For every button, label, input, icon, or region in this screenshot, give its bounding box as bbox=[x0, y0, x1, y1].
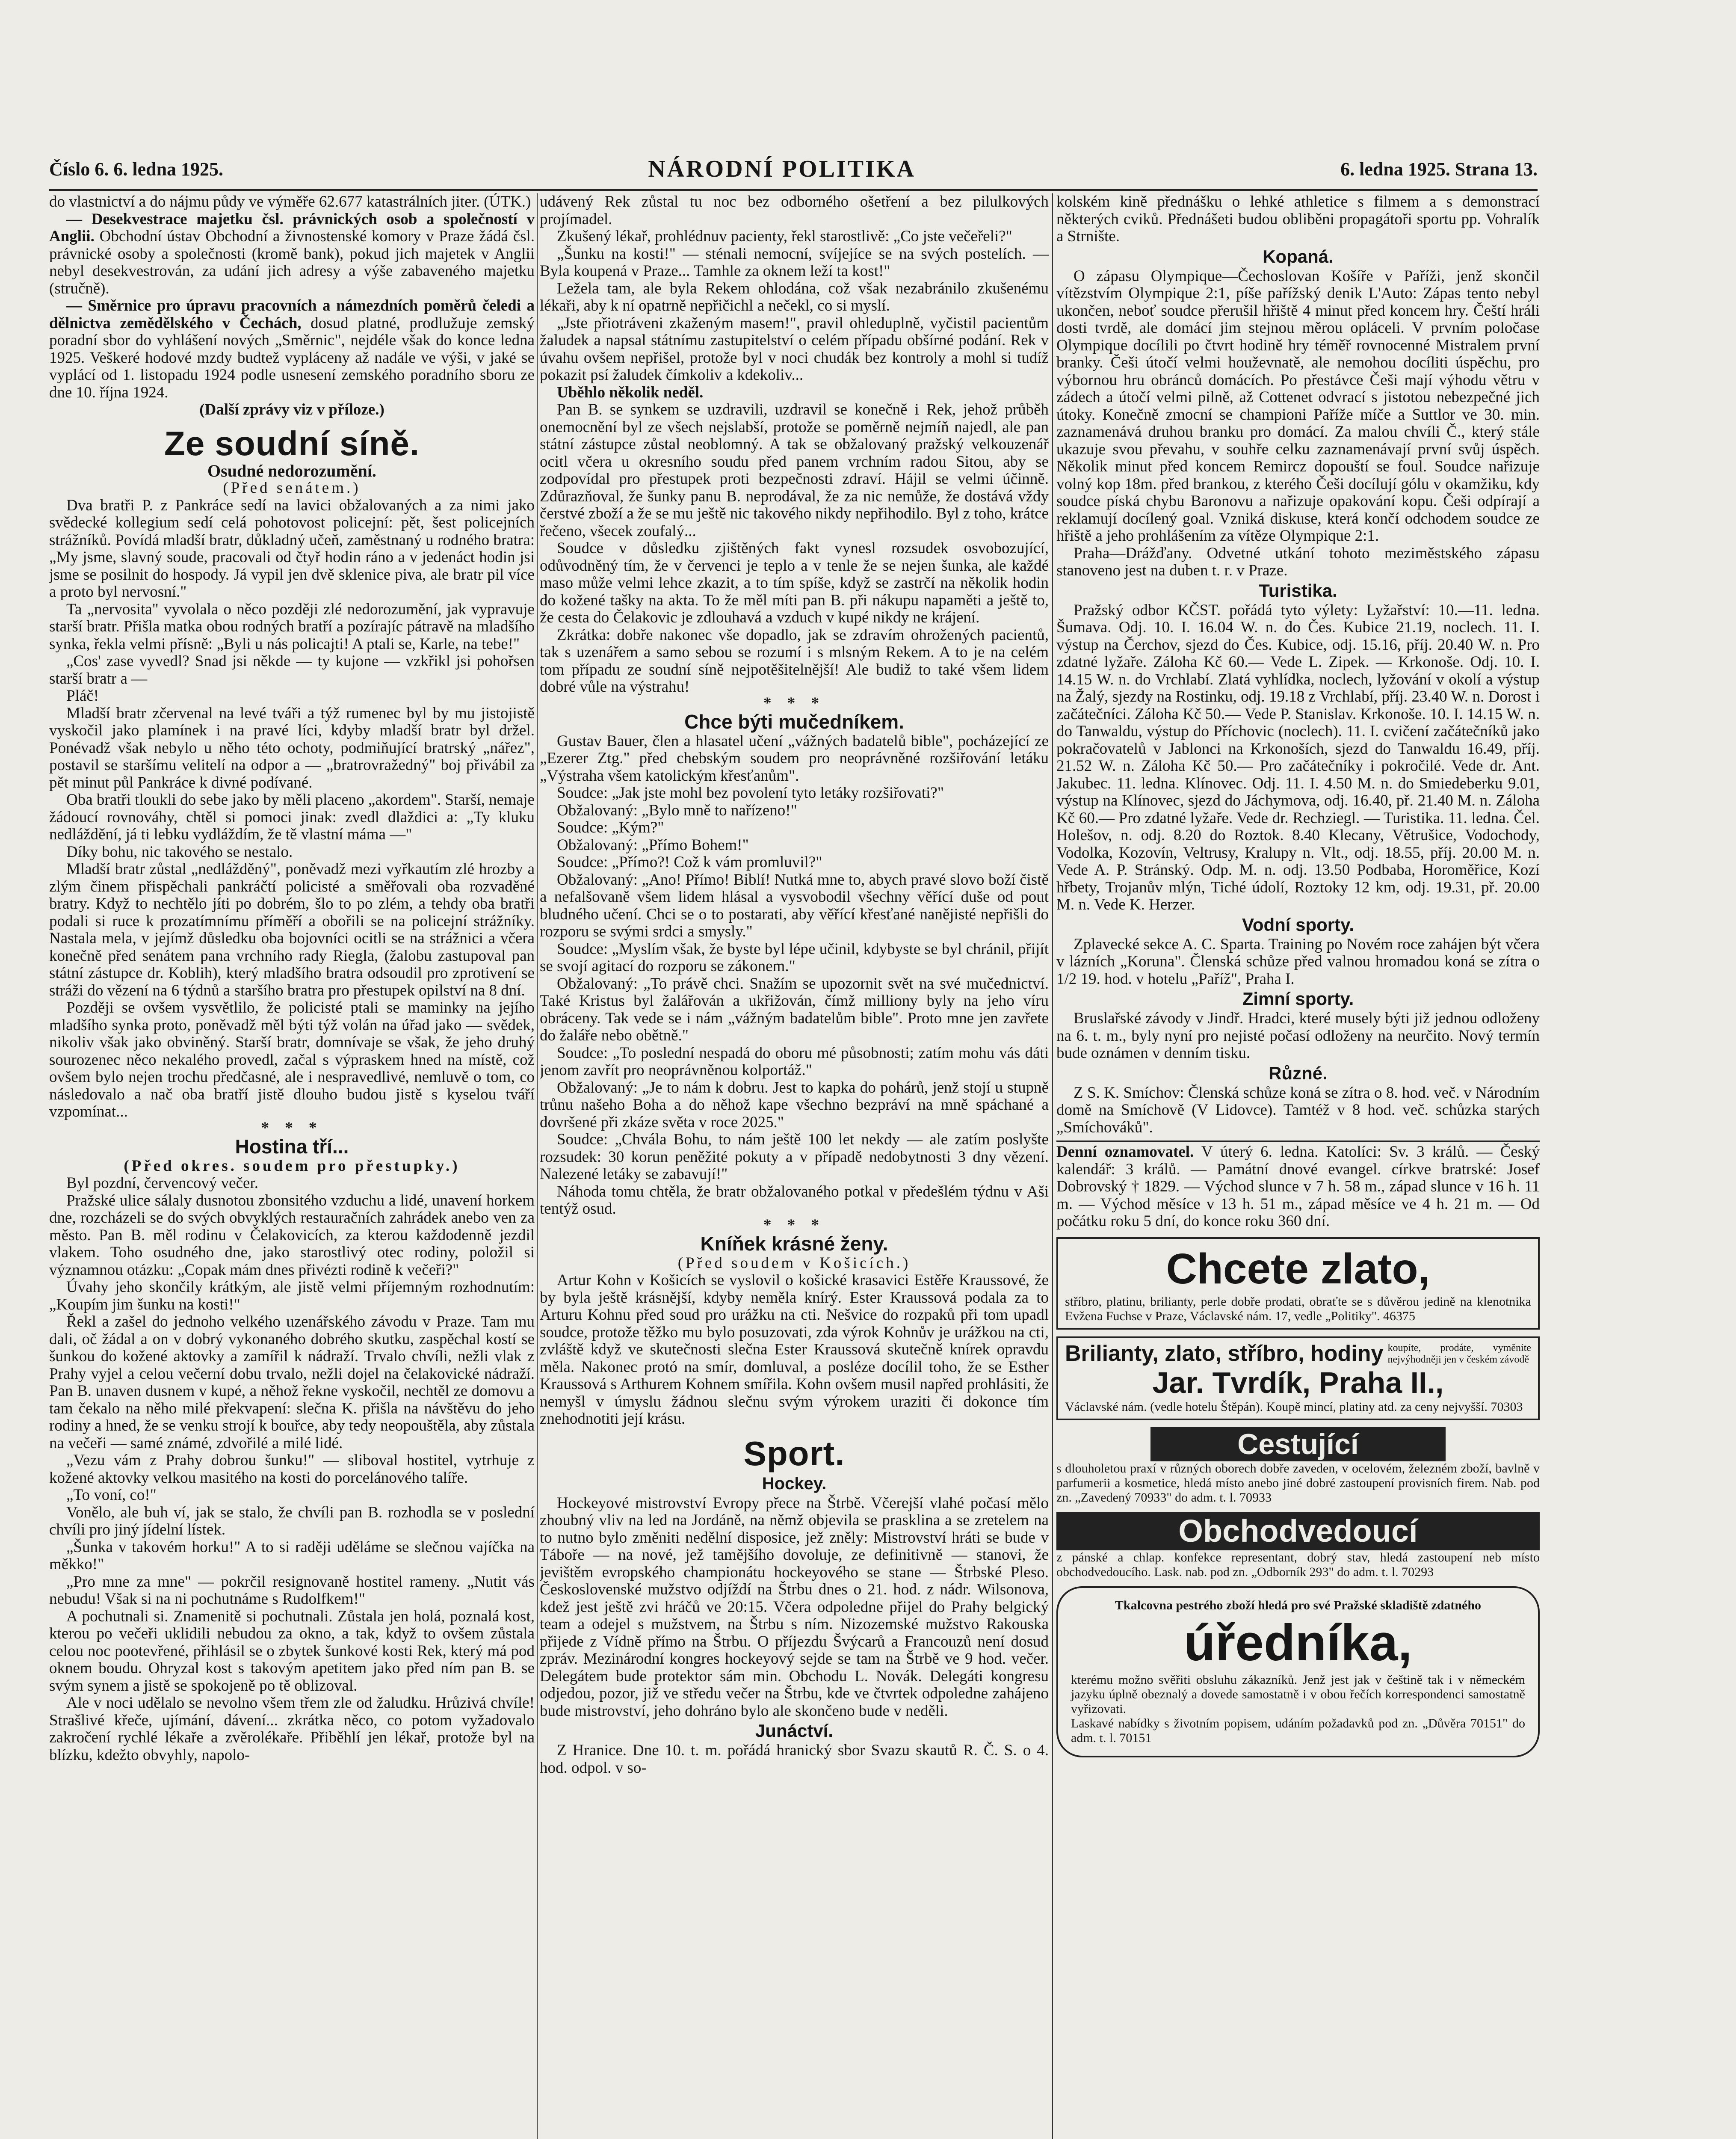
paragraph: Soudce: „Chvála Bohu, to nám ještě 100 let nekdy — ale zatím poslyšte rozsudek: 30 korun peněžité pokuty a v případě nedobytnosti 3 dny vězení. Nalezené letáky se zabavují!" bbox=[540, 1131, 1049, 1183]
column-separator bbox=[1052, 193, 1053, 2139]
ad-title: Obchodvedoucí bbox=[1056, 1512, 1540, 1550]
column-1 bbox=[49, 193, 535, 2139]
paragraph: Praha—Drážďany. Odvetné utkání tohoto meziměstského zápasu stanoveno jest na duben t. r. v Praze. bbox=[1056, 544, 1540, 579]
paragraph-text: dosud platné, prodlužuje zemský poradní sbor do vyhlášení nových „Směrnic", nejdéle však do konce ledna 1925. Veškeré hodové mzdy budtež vypláceny až nadále ve výši, v jaké se vyplácí od 1. listopadu 1924 podle usnesení zemského poradního sboru ze dne 10. října 1924. bbox=[49, 314, 535, 401]
header-rule bbox=[49, 189, 1538, 191]
paragraph: Byl pozdní, červencový večer. bbox=[66, 1174, 258, 1192]
masthead: NÁRODNÍ POLITIKA bbox=[648, 156, 916, 182]
ad-title: Cestující bbox=[1150, 1427, 1446, 1461]
paragraph: Ale v noci udělalo se nevolno všem třem zle od žaludku. Hrůzivá chvíle! Strašlivé křeče, ujímání, dávení... zkrátka něco, co potom vyžadovalo zakročení rychlé lékaře a zvěrolékaře. Přiběhlí jen lékař, protože byl na blízku, kdežto obvyhly, napolo- bbox=[49, 1694, 535, 1764]
paragraph-heading: Denní oznamovatel. bbox=[1056, 1143, 1194, 1161]
paragraph: Z S. K. Smíchov: Členská schůze koná se zítra o 8. hod. več. v Národním domě na Smíchově (V Lidovce). Tamtéž v 8 hod. več. schůzka starých „Smíchováků". bbox=[1056, 1084, 1540, 1136]
paragraph: udávený Rek zůstal tu noc bez odborného ošetření a bez pilulkových projímadel. bbox=[540, 193, 1049, 228]
more-news-note: (Další zprávy viz v příloze.) bbox=[199, 401, 384, 418]
paragraph-heading: — Směrnice pro úpravu pracovních a námezdních poměrů čeledi a dělnictva zemědělského v Čechách, bbox=[49, 297, 535, 332]
paragraph bbox=[49, 297, 535, 401]
paragraph: Z Hranice. Dne 10. t. m. pořádá hranický sbor Svazu skautů R. Č. S. o 4. hod. odpol. v so- bbox=[540, 1742, 1049, 1777]
ad-text: Václavské nám. (vedle hotelu Štěpán). Koupě mincí, platiny atd. za ceny nejvyšší. 70303 bbox=[1065, 1399, 1523, 1414]
paragraph-text: Obchodní ústav Obchodní a živnostenské komory v Praze žádá čsl. právnické osoby a společnosti (kromě bank), pokud jich majetek v Anglii nebyl desekvestrován, za udání jich adresy a výše zabaveného majetku (stručně). bbox=[49, 228, 535, 297]
paragraph: „To voní, co!" bbox=[66, 1486, 157, 1504]
separator-stars: * * * bbox=[261, 1119, 323, 1137]
paragraph: Hockeyové mistrovství Evropy přece na Štrbě. Včerejší vlahé počasí mělo zhoubný vliv na led na Jordáně, na němž objevila se prasklina a se zretelem na to nutno bylo změniti nedělní disposice, jež zněly: Mistrovství hráti se bude v Táboře — na nové, jež tamějšího dovoluje, ze definitivně — stanovi, že jevištěm evropského championátu hockeyového se stane — Štrbské Pleso. Československé mužstvo odjíždí na Štrbu dnes o 21. hod. z nádr. Wilsonova, kdež jest ještě zvi hráčů ve 20:15. Včera odpoledne přijel do Prahy belgický team a odejel s mužstvem, na Štrbu s ním. Nizozemské mužstvo Rakouska přijede z Vídně přímo na Štrbu. O příjezdu Švýcarů a Francouzů není dosud zpráv. Mezinárodní kongres hockeyový sejde se tam na Štrbě ve 9 hod. večer. Delegátem bude protektor sám min. Obchodu L. Novák. Delegáti kongresu odjedou, pozor, již ve středu večer na Štrbu, kde ve čtvrtek odpoledne zahájeno bude mistrovství, jeho dohráno bylo ale skončeno bude v neděli. bbox=[540, 1494, 1049, 1720]
paragraph: Obžalovaný: „Bylo mně to nařízeno!" bbox=[557, 801, 797, 819]
advertisement bbox=[1056, 1586, 1540, 1757]
paragraph: Uběhlo několik neděl. bbox=[557, 383, 704, 401]
paragraph: „Vezu vám z Prahy dobrou šunku!" — sliboval hostitel, vytrhuje z kožené aktovky velkou masitého na kosti do porcelánového talíře. bbox=[49, 1452, 535, 1487]
paragraph: Soudce v důsledku zjištěných fakt vynesl rozsudek osvobozující, odůvodněný tím, že v červenci je teplo a v tenle že se nejen šunka, ale každé maso může velmi lehce zkazit, a to tím spíše, když se zastrčí na několik hodin do kožené tašky na akta. To že měl míti pan B. při nákupu napaměti a ještě to, že cesta do Čelakovic je zdlouhavá a vzduch v kupé nikdy ne krájení. bbox=[540, 539, 1049, 626]
paragraph: Zkušený lékař, prohlédnuv pacienty, řekl starostlivě: „Co jste večeřeli?" bbox=[557, 228, 1012, 245]
ad-title: Chcete zlato, bbox=[1166, 1244, 1430, 1293]
paragraph: Později se ovšem vysvětlilo, že policisté ptali se maminky na jejího mladšího synka proto, poněvadž měl býti týž volán na úřad jako — svědek, nikoliv však jako obviněný. Starší bratr, domnívaje se však, že jeho druhý sourozenec něco nekalého provedl, začal s výpraskem hned na místě, což ovšem bylo nejen trochu předčasné, ale i nespravedlivé, nemluvě o tom, co následovalo a nač oba bratří jistě dlouho budou jistě s kyselou tváří vzpomínat... bbox=[49, 999, 535, 1120]
column-separator bbox=[537, 193, 538, 2139]
section-subtitle: Hockey. bbox=[762, 1474, 827, 1493]
paragraph: Ta „nervosita" vyvolala o něco později zlé nedorozumění, jak vypravuje starší bratr. Přišla matka obou rodných bratří a pozírajíc pátravě na mladšího synka, řekla velmi přísně: „Byli u nás policajti! A ptali se, Karle, na tebe!" bbox=[49, 600, 535, 653]
article-title: Osudné nedorozumění. bbox=[207, 461, 376, 480]
paragraph: Pražské ulice sálaly dusnotou zbonsitého vzduchu a lidé, unavení horkem dne, rozcházeli se do svých obvyklých restauračních zahrádek anebo ven za město. Pan B. měl rodinu v Čelakovicích, za kterou každodenně jezdil vlakem. Toho osudného dne, jako starostlivý otec rodiny, položil si významnou otázku: „Copak mám dnes přivézti rodině k večeři?" bbox=[49, 1191, 535, 1279]
paragraph: Soudce: „Jak jste mohl bez povolení tyto letáky rozšiřovati?" bbox=[557, 784, 944, 802]
section-subtitle: Různé. bbox=[1269, 1063, 1328, 1083]
paragraph: Zplavecké sekce A. C. Sparta. Training po Novém roce zahájen být včera v lázních „Koruna". Členská schůze před valnou hromadou koná se zítra o 1/2 19. hod. v hotelu „Paříž", Praha I. bbox=[1056, 935, 1540, 988]
section-title: Ze soudní síně. bbox=[164, 424, 420, 462]
paragraph: Díky bohu, nic takového se nestalo. bbox=[66, 843, 293, 861]
paragraph: Artur Kohn v Košicích se vyslovil o košické krasavici Estěře Kraussové, že by byla ještě krásnější, kdyby neměla knírý. Ester Kraussová podala za to Arturu Kohnu před soud pro urážku na cti. Nešvice do rozpaků při tom upadl soudce, protože těžko mu bylo posuzovati, zda výrok Kohnův je urážkou na cti, zvláště když ve skutečnosti slečna Ester Kraussová skutečně knírek opravdu měla. Nakonec protó na smír, domluval, a posléze docílil toho, že se Esther Kraussová s Arthurem Kohnem smířila. Kohn ovšem musil napřed prohlásiti, že nemyšl v úmyslu žádnou slečnu svým výrokem uraziti či dokonce tím znehodnotiti její krásu. bbox=[540, 1271, 1049, 1428]
paragraph bbox=[1056, 1144, 1540, 1230]
separator-stars: * * * bbox=[763, 1216, 825, 1234]
paragraph: Soudce: „Myslím však, že byste byl lépe učinil, kdybyste se byl chránil, přijít se svojí agitací do rozporu se zákonem." bbox=[540, 940, 1049, 975]
paragraph: Zkrátka: dobře nakonec vše dopadlo, jak se zdravím ohrožených pacientů, tak s uzenářem a samo sebou se rozumí i s mlsným Rekem. A to je na celém tom případu ze soudní síně nejpotěšitelnější! Ale budiž to také všem lidem dobré vůle na výstrahu! bbox=[540, 626, 1049, 696]
paragraph: Obžalovaný: „Je to nám k dobru. Jest to kapka do pohárů, jenž stojí u stupně trůnu našeho Boha a do něhož kape všechno bezpráví na mně spáchané a dovršené při zkáze světa v roce 2025." bbox=[540, 1078, 1049, 1131]
court-label: (Před senátem.) bbox=[223, 479, 361, 497]
paragraph: Pláč! bbox=[66, 687, 99, 705]
section-subtitle: Vodní sporty. bbox=[1242, 914, 1354, 935]
ad-text: kterému možno svěřiti obsluhu zákazníků. Jenž jest jak v češtině tak i v německém jazyku úplně obeznalý a dovede samostatně i v obou řečích korrespondenci samostatně vyřizovati. bbox=[1071, 1672, 1525, 1716]
paragraph: „Jste přiotráveni zkaženým masem!", pravil ohleduplně, vyčistil pacientům žaludek a napsal státnímu zastupitelství o celém případu obšírné podání. Rek v úvahu ovšem nepřišel, protože byl v noci chudák bez kontroly a mohl si tudíž pokazit psí žaludek čímkoliv a kdekoliv... bbox=[540, 314, 1049, 384]
paragraph: Řekl a zašel do jednoho velkého uzenářského závodu v Praze. Tam mu dali, oč žádal a on v dobrý vykonaného dobrého skutku, zaspěchal kostí se šunkou do kožené aktovky a zamířil k nádraží. Trvalo chvíli, nežli vlak z Prahy vyjel a celou večerní dobu trvalo, nežli dojel na čelakovické nádraží. Pan B. unaven dusnem v kupé, a něhož řekne vyskočil, nechtěl ze domovu a tam čekalo na něho milé překvapení: slečna K. přišla na návštěvu do jeho rodiny a hned, že se venku strojí k bouřce, aby tedy neopouštěla, aby zůstala na večeři — samé známé, zdvořilé a milé lidé. bbox=[49, 1313, 535, 1452]
paragraph: Mladší bratr zůstal „nedlážděný", poněvadž mezi vyřkautím zlé hrozby a zlým činem přispěchali pankráčtí policisté a směřovali oba rozvaděné bratry. Když to nechtělo jíti po dobrém, šlo to po zlém, a tehdy oba bratři podali si ruce k prozatímnímu příměří a obořili se na policejní strážníky. Nastala mela, v jejímž důsledku oba bojovníci ocitli se na strážnici a včera konečně před senátem pana vrchního rady Riegla, (žalobu zastupoval pan státní zástupce dr. Koblih), který mladšího bratra odsoudil pro zprotivení se stráži do vězení na 6 týdnů a staršího bratra pro přestupek opilství na 8 dní. bbox=[49, 860, 535, 999]
ad-title: Jar. Tvrdík, Praha II., bbox=[1152, 1366, 1444, 1399]
paragraph: Gustav Bauer, člen a hlasatel učení „vážných badatelů bible", pocházející ze „Ezerer Ztg." před chebským soudem pro neoprávněné rozšiřování letáku „Výstraha všem katolickým křesťanům". bbox=[540, 732, 1049, 785]
section-subtitle: Zimní sporty. bbox=[1242, 989, 1354, 1009]
paragraph: Pan B. se synkem se uzdravili, uzdravil se konečně i Rek, jehož průběh onemocnění byl ze všech nejslabší, protože se poměrně nejmíň najedl, ale pan státní zástupce zůstal neoblomný. A tak se obžalovaný pražský velkouzenář ocitl včera u okresního soudu před panem vrchním radou Sitou, aby se zodpovídal pro přestupek proti bezpečnosti zdraví. Hájil se velmi účinně. Zdůrazňoval, že šunky panu B. neprodával, že za nic nemůže, že dostává vždy čerstvé zboží a že se mu ještě nic takového nikdy nepřihodilo. Byl z toho, krátce řečeno, všecek zoufalý... bbox=[540, 401, 1049, 540]
paragraph: Pražský odbor KČST. pořádá tyto výlety: Lyžařství: 10.—11. ledna. Šumava. Odj. 10. I. 16.04 W. n. do Čes. Kubice 21.19, noclech. 11. I. výstup na Čerchov, sjezd do Čes. Kubice, odj. 15.16, příj. 20.40 W. n. Pro zdatné lyžaře. Záloha Kč 60.— Vede L. Zipek. — Krkonoše. Odj. 10. I. 14.15 W. n. do Vrchlabí. Zlatá vyhlídka, noclech, lyžování v okolí a výstup na Žalý, sjezdy na Rostinku, odj. 19.18 z Vrchlabí, příj. 23.40 W. n. Dorost i začátečníci. Záloha Kč 50.— Vede P. Stanislav. Krkonoše. 10. I. 14.15 W. n. do Tanwaldu, výstup do Příchovic (noclech). 11. I. cvičení začátečníků jako pokračovatelů v Jablonci na Krkonoších, sjezd do Tanwaldu 16.49, příj. 21.52 W. n. Záloha Kč 50.— Pro začátečníky i pokročilé. Vede dr. Ant. Jakubec. 11. ledna. Klínovec. Odj. 11. I. 4.50 M. n. do Smiedeberku 9.01, výstup na Klínovec, sjezd do Jáchymova, odj. 16.40, př. 21.40 M. n. Záloha Kč 60.— Pro zdatné lyžaře. Vede dr. Rechziegl. — Turistika. 11. ledna. Čel. Holešov, n. odj. 8.20 do Roztok. 8.40 Klecany, Větrušice, Vodochody, Vodolka, Kozovín, Veltrusy, Kralupy n. Vlt., odj. 18.55, příj. 20.00 M. n. Vede A. P. Stránský. Odp. M. n. odj. 13.50 Podbaba, Horoměřice, Kozí hřbety, Trojanův mlýn, Tiché údolí, Roztoky 12 km, odj. 19.31, př. 20.00 M. n. Vede K. Herzer. bbox=[1056, 601, 1540, 913]
paragraph: Obžalovaný: „To právě chci. Snažím se upozornit svět na své mučednictví. Také Kristus byl žalářován a ukřižován, čímž milliony byly na jeho víru obráceny. Tak vede se i nám „vážným badatelům bible". Proto mne jen zavřete do žaláře nebo obětně." bbox=[540, 975, 1049, 1044]
ad-text: koupíte, prodáte, vyměníte nejvýhodněji jen v českém závodě bbox=[1387, 1342, 1531, 1365]
ad-text: stříbro, platinu, brilianty, perle dobře prodati, obraťte se s důvěrou jedině na klenotnika Evžena Fuchse v Praze, Václavské nám. 17, vedle „Politiky". 46375 bbox=[1065, 1294, 1531, 1323]
paragraph: „Šunka v takovém horku!" A to si raději uděláme se slečnou vajíčka na měkko!" bbox=[49, 1538, 535, 1573]
paragraph: Obžalovaný: „Ano! Přímo! Biblí! Nutká mne to, abych pravé slovo boží čistě a nefalšovaně všem lidem hlásal a vysvobodil všechny věřící duše od pout bludného učení. Chci se o to postarati, aby věřící křesťané nanějisté nepřišli do rozporu se svými srdci a smysly." bbox=[540, 871, 1049, 940]
section-subtitle: Junáctví. bbox=[755, 1721, 834, 1741]
advertisement bbox=[1056, 1512, 1540, 1579]
advertisement bbox=[1056, 1237, 1540, 1330]
paragraph-heading: — Desekvestrace majetku čsl. právnických osob a společností v Anglii. bbox=[49, 210, 535, 245]
paragraph: „Pro mne za mne" — pokrčil resignovaně hostitel rameny. „Nutit vás nebudu! Však si na ni pochutnáme s Rudolfkem!" bbox=[49, 1573, 535, 1608]
paragraph: A pochutnali si. Znamenitě si pochutnali. Zůstala jen holá, poznalá kost, kterou po večeři uklidili nebudou za okno, a tak, když to ovšem zůstala celou noc pootevřené, přihlásil se o zbytek šunkové kosti Rek, který má pod oknem boudu. Ohryzal kost s takovým apetitem jako před ním pan B. se svým synem a jistě se spokojeně po tě oblizoval. bbox=[49, 1607, 535, 1695]
paragraph: Soudce: „Kým?" bbox=[557, 819, 664, 836]
paragraph: Obžalovaný: „Přímo Bohem!" bbox=[557, 836, 749, 854]
paragraph: Ležela tam, ale byla Rekem ohlodána, což však nezabránilo zkušenému lékaři, aby k ní opatrně nepřičichl a nečekl, co si myslí. bbox=[540, 279, 1049, 314]
paragraph: O zápasu Olympique—Čechoslovan Košíře v Paříži, jenž skončil vítězstvím Olympique 2:1, píše pařížský denik L'Auto: Zápas tento nebyl ukončen, neboť soudce přerušil hřiště 4 minut před koncem hry. Čeští hráli dosti tvrdě, ale domácí jim stejnou měrou opláceli. V prvním poločase Olympique docílili po čtvrt hodině hry téměř rovnocenné Mistralem první branky. Češi útočí velmi houževnatě, ale nemohou docíliti úspěchu, pro výbornou hru obránců domácích. Po přestávce Češi mají výhodu větru v zádech a útočí velmi pilně, až Cottenet odvrací s jistotou nebezpečné jich útoky. Konečně zmocní se championi Paříže míče a Suttlor ve 30. min. zaznamenává druhou branku pro domácí. Za malou chvíli Č., který stále ukazuje svou převahu, v souhře celku zaznamenávají první svůj úspěch. Několik minut před koncem Remircz dopouští se foul. Soudce nařizuje volný kop 18m. před brankou, z kterého Češi docílují gólu v okamžiku, kdy soudce píská chybu Baronovu a nařizuje opakování kopu. Češi odpírají a reklamují docílený goal. Vzniká diskuse, která končí odchodem soudce ze hřiště a jeho prohlášením za vítěze Olympique 2:1. bbox=[1056, 267, 1540, 545]
paragraph: „Šunku na kosti!" — sténali nemocní, svíjejíce se na svých postelích. — Byla koupená v Praze... Tamhle za oknem leží ta kost!" bbox=[540, 245, 1049, 280]
column-3 bbox=[1056, 193, 1540, 2139]
issue-info: Číslo 6. 6. ledna 1925. bbox=[49, 158, 224, 180]
court-label: (Před okres. soudem pro přestupky.) bbox=[124, 1157, 460, 1175]
section-subtitle: Turistika. bbox=[1259, 580, 1337, 601]
paragraph: Soudce: „To poslední nespadá do oboru mé působnosti; zatím mohu vás dáti jenom zavřít pro neoprávněnou kolportáž." bbox=[540, 1044, 1049, 1079]
paragraph: Náhoda tomu chtěla, že bratr obžalovaného potkal v předešlém týdnu v Aši tentýž osud. bbox=[540, 1182, 1049, 1218]
paragraph: Oba bratři tloukli do sebe jako by měli placeno „akordem". Starší, nemaje žádoucí rovnováhy, chtěl si pomoci jinak: zvedl dlaždici a: „Ty kluku nedláždění, já ti lebku vydláždím, že tě vlastní máma —" bbox=[49, 791, 535, 843]
paragraph: Dva bratři P. z Pankráce sedí na lavici obžalovaných a za nimi jako svědecké kollegium sedí celá pohotovost policejní: pět, šest policejních strážníků. Povídá mladší bratr, důkladný učeň, zaměstnaný u rodného bratra: „My jsme, slavný soude, pracovali od čtyř hodin ráno a v jedenáct hodin jsi jsme se posilnit do hospody. Já vypil jen dvě sklenice piva, ale bratr pil více a proto byl nervosní." bbox=[49, 496, 535, 601]
paragraph: Bruslařské závody v Jindř. Hradci, které musely býti již jednou odloženy na 6. t. m., byly nyní pro nejisté počasí odloženy na neurčito. Nový termín bude oznámen v denním tisku. bbox=[1056, 1010, 1540, 1062]
advertisement bbox=[1056, 1336, 1540, 1420]
paragraph-text: V úterý 6. ledna. Katolíci: Sv. 3 králů. — Český kalendář: 3 králů. — Památní dnové evangel. církve bratrské: Josef Dobrovský † 1829. — Východ slunce v 7 h. 58 m., západ slunce v 16 h. 11 m. — Východ měsíce v 13 h. 51 m., západ měsíce ve 4 h. 21 m. — Od počátku roku 5 dní, do konce roku 360 dní. bbox=[1056, 1143, 1540, 1230]
paragraph: Mladší bratr zčervenal na levé tváři a týž rumenec byl by mu jistojistě vyskočil jako plamínek i na pravé líci, kdyby mladší bratr byl držel. Ponévadž však nebylo u něho této ochoty, podmiňující bratrský „nářez", postavil se staršímu velitelí na odpor a — „bratrovražedný" boj přivábil za pět minut půl Pankráce k divné podívané. bbox=[49, 704, 535, 791]
court-label: (Před soudem v Košicích.) bbox=[677, 1254, 911, 1272]
divider bbox=[1056, 1141, 1540, 1142]
article-title: Chce býti mučedníkem. bbox=[684, 710, 904, 733]
paragraph: Úvahy jeho skončily krátkým, ale jistě velmi příjemným rozhodnutím: „Koupím jim šunku na kosti!" bbox=[49, 1278, 535, 1313]
paragraph: kolském kině přednášku o lehké athletice s filmem a s demonstrací některých cviků. Přednášeti budou obliběni propagátoři sportu pp. Vohralík a Strnište. bbox=[1056, 193, 1540, 245]
separator-stars: * * * bbox=[763, 694, 825, 712]
page-number: 6. ledna 1925. Strana 13. bbox=[1340, 158, 1538, 180]
ad-text: Tkalcovna pestrého zboží hledá pro své Pražské skladiště zdatného bbox=[1115, 1598, 1482, 1612]
paragraph: do vlastnictví a do nájmu půdy ve výměře 62.677 katastrálních jiter. (ÚTK.) bbox=[49, 193, 531, 210]
article-title: Kníňek krásné ženy. bbox=[700, 1232, 888, 1255]
paragraph: „Cos' zase vyvedl? Snad jsi někde — ty kujone — vzkřikl jsi pohořsen starší bratr a — bbox=[49, 652, 535, 687]
article-title: Hostina tří... bbox=[235, 1135, 349, 1158]
section-subtitle: Kopaná. bbox=[1263, 246, 1334, 267]
ad-text: z pánské a chlap. konfekce representant, dobrý stav, hledá zastoupení neb místo obchodvedoucího. Lask. nab. pod zn. „Odborník 293" do adm. t. l. 70293 bbox=[1056, 1550, 1540, 1579]
ad-title: Brilianty, zlato, stříbro, hodiny bbox=[1065, 1341, 1384, 1366]
ad-text: s dlouholetou praxí v různých oborech dobře zaveden, v ocelovém, železném zboží, bavlně v parfumerii a kosmetice, hledá místo anebo jiné dobré zastoupení provisních firem. Nab. pod zn. „Zavedený 70933" do adm. t. l. 70933 bbox=[1056, 1461, 1540, 1505]
advertisement bbox=[1056, 1427, 1540, 1505]
column-2 bbox=[540, 193, 1049, 2139]
ad-title: úředníka, bbox=[1184, 1614, 1412, 1671]
section-title: Sport. bbox=[743, 1434, 845, 1472]
paragraph: Vonělo, ale buh ví, jak se stalo, že chvíli pan B. rozhodla se v poslední chvíli pro jiný jídelní lístek. bbox=[49, 1503, 535, 1538]
paragraph: Soudce: „Přímo?! Což k vám promluvil?" bbox=[557, 853, 822, 871]
page-header bbox=[49, 154, 1538, 184]
ad-text: Laskavé nabídky s životním popisem, udáním požadavků pod zn. „Důvěra 70151" do adm. t. l. 70151 bbox=[1071, 1716, 1525, 1745]
paragraph bbox=[49, 211, 535, 298]
ad-row bbox=[1065, 1342, 1531, 1366]
